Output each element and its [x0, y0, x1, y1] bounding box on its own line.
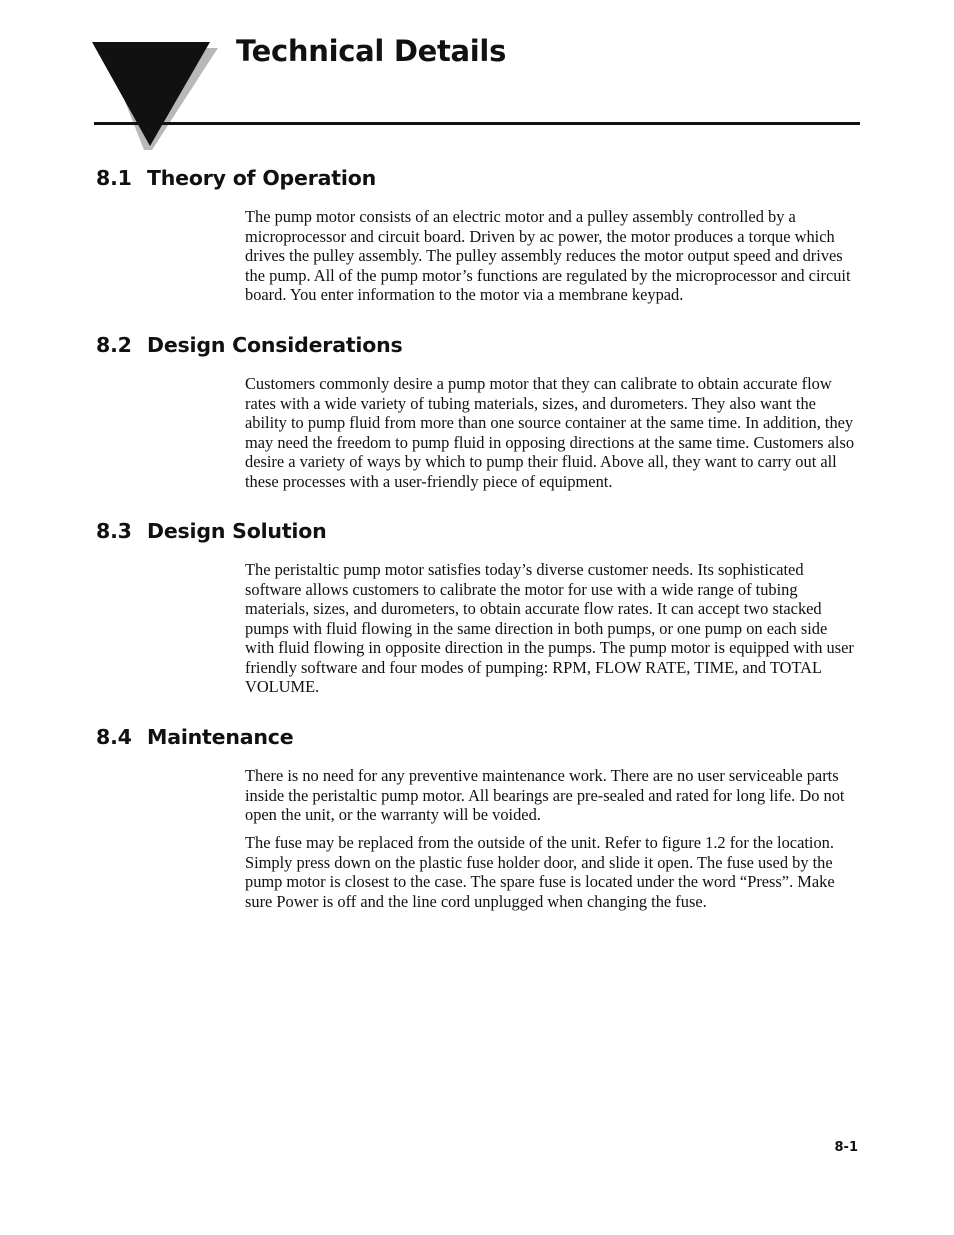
section-title: Design Solution: [147, 519, 327, 543]
section-heading-8-3: [96, 519, 327, 543]
section-number: 8.3: [96, 519, 132, 543]
section-heading-8-2: [96, 333, 403, 357]
header-rule: [94, 122, 860, 125]
section-paragraph: There is no need for any preventive maintenance work. There are no user serviceable parts inside the peristaltic pump motor. All bearings are pre-sealed and rated for long life. Do not open the unit, or the warranty will be voided.: [245, 766, 845, 824]
section-paragraph: Customers commonly desire a pump motor that they can calibrate to obtain accurate flow rates with a wide variety of tubing materials, sizes, and durometers. They also want the ability to pump fluid from more than one source container at the same time. In addition, they may need the freedom to pump fluid in opposing directions at the same time. Customers also desire a variety of ways by which to pump their fluid. Above all, they want to carry out all these processes with a user-friendly piece of equipment.: [245, 374, 855, 491]
section-number: 8.4: [96, 725, 132, 749]
section-title: Maintenance: [147, 725, 294, 749]
page-number: 8-1: [834, 1140, 858, 1155]
section-paragraph: The fuse may be replaced from the outside of the unit. Refer to figure 1.2 for the location. Simply press down on the plastic fuse holder door, and slide it open. The fuse used by the pump motor is closest to the case. The spare fuse is located under the word “Press”. Make sure Power is off and the line cord unplugged when changing the fuse.: [245, 833, 835, 911]
section-number: 8.2: [96, 333, 132, 357]
section-title: Design Considerations: [147, 333, 403, 357]
section-heading-8-4: [96, 725, 293, 749]
inverted-triangle-logo-icon: [92, 40, 222, 150]
chapter-title: Technical Details: [236, 34, 507, 68]
section-heading-8-1: [96, 166, 376, 190]
section-title: Theory of Operation: [147, 166, 376, 190]
section-paragraph: The pump motor consists of an electric motor and a pulley assembly controlled by a microprocessor and circuit board. Driven by ac power, the motor produces a torque which drives the pulley assembly. The pulley assembly reduces the motor output speed and drives the pump. All of the pump motor’s functions are regulated by the microprocessor and circuit board. You enter information to the motor via a membrane keypad.: [245, 207, 851, 304]
section-number: 8.1: [96, 166, 132, 190]
section-paragraph: The peristaltic pump motor satisfies today’s diverse customer needs. Its sophisticated software allows customers to calibrate the motor for use with a wide range of tubing materials, sizes, and durometers, to obtain accurate flow rates. It can accept two stacked pumps with fluid flowing in the same direction in both pumps, or one pump on each side with fluid flowing in opposite direction in the pumps. The pump motor is equipped with user friendly software and four modes of pumping: RPM, FLOW RATE, TIME, and TOTAL VOLUME.: [245, 560, 854, 696]
